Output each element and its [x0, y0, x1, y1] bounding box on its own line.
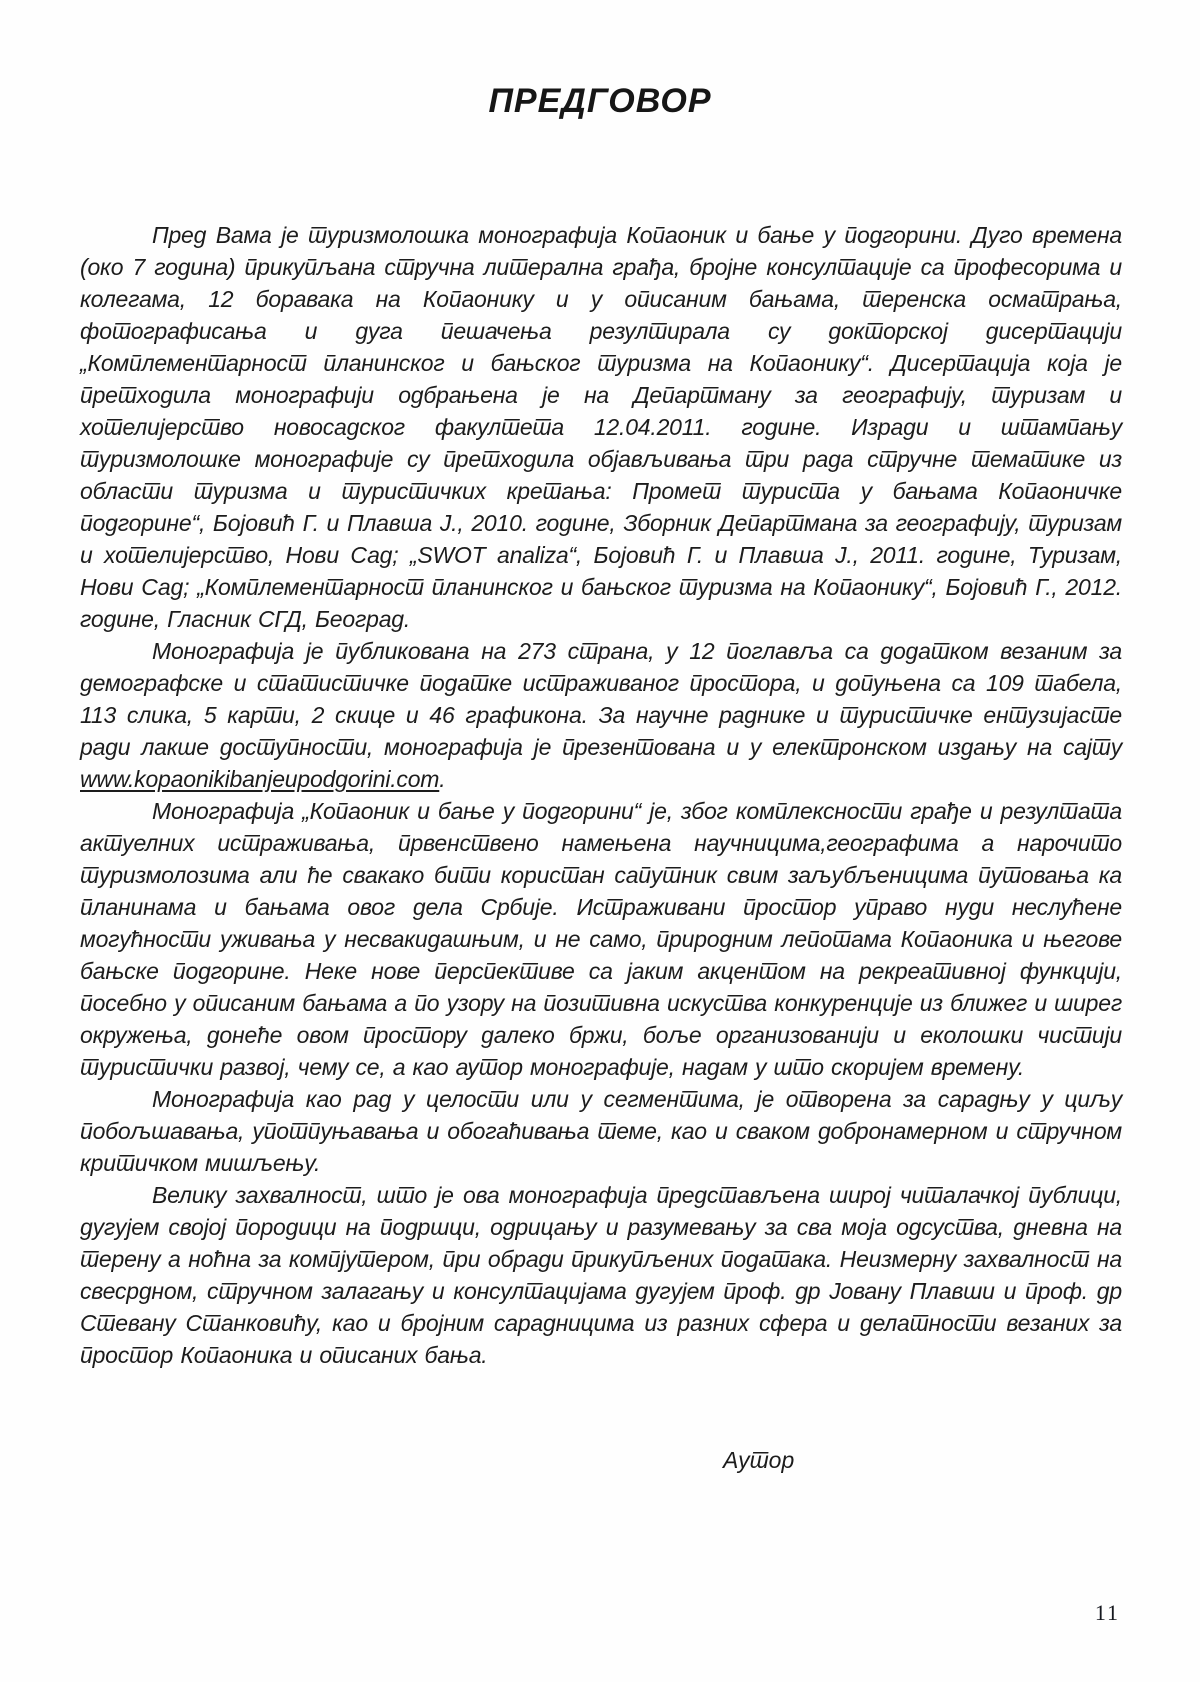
paragraph-4: Монографија као рад у целости или у сегментима, је отворена за сарадњу у циљу побољшавања, употпуњавања и обогаћивања теме, као и сваком добронамерном и стручном критичком мишљењу. — [80, 1086, 1122, 1176]
page-title: ПРЕДГОВОР — [488, 82, 712, 120]
paragraph-5: Велику захвалност, што је ова монографија представљена широј читалачкој публици, дугујем својој породици на подршци, одрицању и разумевању за сва моја одсуства, дневна на терену а ноћна за компјутером, при обради прикупљених података. Неизмерну захвалност на свесрдном, стручном залагању и консултацијама дугујем проф. др Јовану Плавши и проф. др Стевану Станковићу, као и бројним сарадницима из разних сфера и делатности везаних за простор Копаоника и описаних бања. — [80, 1182, 1122, 1368]
paragraph-2-text: Монографија је публикована на 273 страна, у 12 поглавља са додатком везаним за демографске и статистичке податке истраживаног простора, и допуњена са 109 табела, 113 слика, 5 карти, 2 скице и 46 графикона. За научне раднике и туристичке ентузијасте ради лакше доступности, монографија је презентована и у електронском издању на сајту — [80, 638, 1122, 760]
website-link[interactable]: www.kopaonikibanjeupodgorini.com — [80, 766, 440, 792]
preface-body — [80, 219, 1122, 1371]
paragraph-1: Пред Вама је туризмолошка монографија Копаоник и бање у подгорини. Дуго времена (око 7 година) прикупљана стручна литерална грађа, бројне консултације са професорима и колегама, 12 боравака на Копаонику и у описаним бањама, теренска осматрања, фотографисања и дуга пешачења резултирала су докторској дисертацији „Комплементарност планинског и бањског туризма на Копаонику“. Дисертација која је претходила монографији одбрањена је на Департману за географију, туризам и хотелијерство новосадског факултета 12.04.2011. године. Изради и штампању туризмолошке монографије су претходила објављивања три рада стручне тематике из области туризма и туристичких кретања: Промет туриста у бањама Копаоничке подгорине“, Бојовић Г. и Плавша Ј., 2010. године, Зборник Департмана за географију, туризам и хотелијерство, Нови Сад; „SWOT analiza“, Бојовић Г. и Плавша Ј., 2011. године, Туризам, Нови Сад; „Комплементарност планинског и бањског туризма на Копаонику“, Бојовић Г., 2012. године, Гласник СГД, Београд. — [80, 222, 1122, 632]
paragraph-3: Монографија „Копаоник и бање у подгорини“ је, због комплексности грађе и резултата актуелних истраживања, првенствено намењена научницима,географима а нарочито туризмолозима али ће свакако бити користан сапутник свим заљубљеницима путовања ка планинама и бањама овог дела Србије. Истраживани простор управо нуди неслућене могућности уживања у несвакидашњим, и не само, природним лепотама Копаоника и његове бањске подгорине. Неке нове перспективе са јаким акцентом на рекреативној функцији, посебно у описаним бањама а по узору на позитивна искуства конкуренције из ближег и ширег окружења, донеће овом простору далеко бржи, боље организованији и еколошки чистији туристички развој, чему се, а као аутор монографије, надам у што скоријем времену. — [80, 798, 1122, 1080]
paragraph-2 — [80, 635, 1122, 795]
page-number: 11 — [1094, 1600, 1120, 1625]
author-signature: Аутор — [723, 1447, 795, 1473]
paragraph-2-period: . — [439, 766, 446, 792]
